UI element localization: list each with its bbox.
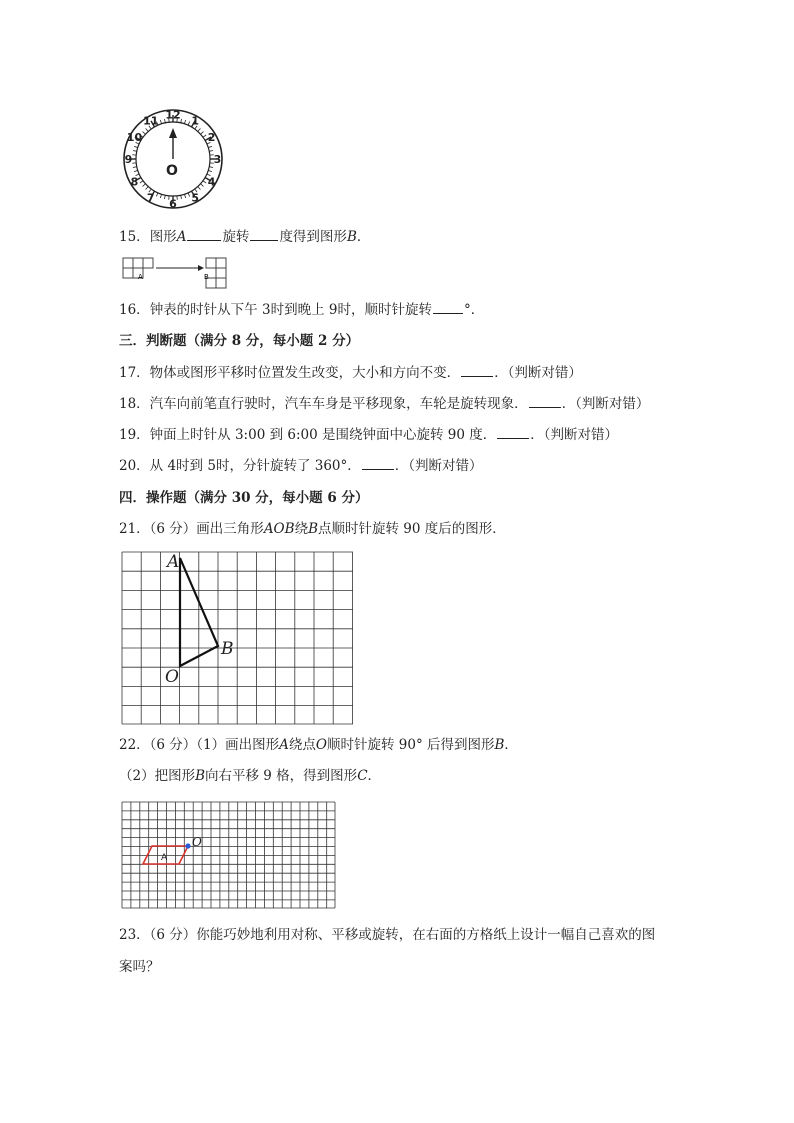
q20-blank[interactable]	[362, 456, 394, 470]
clock-minor-tick	[160, 120, 161, 124]
q21-label-o: O	[165, 667, 179, 687]
q15-blank-1[interactable]	[187, 227, 221, 241]
clock-minor-tick	[209, 167, 213, 168]
clock-number: 9	[124, 153, 133, 166]
clock-minor-tick	[146, 129, 149, 132]
clock-minor-tick	[208, 170, 212, 171]
clock-number: 11	[143, 114, 159, 128]
q21-text: 21．（6 分）画出三角形AOB绕B点顺时针旋转 90 度后的图形．	[119, 521, 506, 537]
q19-text: 19．钟面上时针从 3:00 到 6:00 是围绕钟面中心旋转 90 度． ．（判断对错）	[119, 427, 618, 443]
clock-minor-tick	[156, 193, 158, 197]
clock-minor-tick	[181, 119, 182, 123]
q21-label-a: A	[167, 552, 180, 572]
q21-grid-lines	[122, 552, 353, 724]
clock-minor-tick	[200, 132, 203, 135]
q16-text: 16．钟表的时针从下午 3时到晚上 9时，顺时针旋转 °．	[119, 302, 485, 318]
clock-minor-tick	[134, 146, 138, 147]
clock-hand-arrowhead	[169, 128, 177, 138]
q22-grid-figure	[122, 802, 336, 908]
q17-text: 17．物体或图形平移时位置发生改变，大小和方向不变． ．（判断对错）	[119, 365, 582, 381]
clock-minor-tick	[181, 195, 182, 199]
clock-minor-tick	[133, 167, 137, 168]
clock-number: 1	[191, 114, 200, 128]
q22-label-o: O	[192, 835, 202, 849]
clock-number: 8	[130, 175, 139, 189]
clock-number: 3	[213, 153, 222, 166]
clock-minor-tick	[164, 195, 165, 199]
clock-minor-tick	[160, 194, 161, 198]
q22-text-2: （2）把图形B向右平移 9 格，得到图形C．	[119, 768, 382, 784]
q15-figure	[120, 255, 230, 295]
q20-text: 20．从 4时到 5时，分针旋转了 360°． ．（判断对错）	[119, 458, 483, 474]
q16-blank[interactable]	[433, 300, 463, 314]
clock-number: 7	[146, 191, 155, 205]
clock-number: 10	[126, 130, 143, 144]
q22-grid-lines	[122, 802, 335, 908]
clock-number: 12	[165, 108, 181, 122]
q15-text: 15．图形A 旋转 度得到图形B．	[119, 229, 371, 245]
q23-text-1: 23．（6 分）你能巧妙地利用对称、平移或旋转，在右面的方格纸上设计一幅自己喜欢的图	[119, 927, 656, 943]
clock-minor-tick	[188, 193, 190, 197]
clock-number: 6	[169, 197, 177, 211]
q21-label-b: B	[221, 639, 234, 659]
q18-blank[interactable]	[529, 394, 561, 408]
clock-minor-tick	[143, 184, 146, 187]
clock-minor-tick	[188, 122, 190, 126]
clock-minor-tick	[133, 150, 137, 151]
q15-blank-2[interactable]	[250, 227, 278, 241]
clock-number: 2	[207, 130, 216, 144]
clock-figure	[122, 104, 226, 212]
clock-minor-tick	[208, 146, 212, 147]
clock-minor-tick	[146, 186, 149, 189]
q22-point-o	[185, 843, 190, 848]
section-3-title: 三．判断题（满分 8 分，每小题 2 分）	[119, 333, 360, 349]
clock-minor-tick	[203, 181, 206, 183]
q19-blank[interactable]	[497, 425, 529, 439]
q21-grid-figure	[122, 552, 355, 724]
section-4-title: 四．操作题（满分 30 分，每小题 6 分）	[119, 490, 369, 506]
q22-label-a: A	[161, 853, 168, 863]
q15-label-b: B	[204, 273, 209, 281]
clock-minor-tick	[184, 194, 185, 198]
clock-center-label: O	[166, 163, 178, 179]
clock-number: 4	[207, 175, 216, 189]
q22-text-1: 22．（6 分）（1）画出图形A绕点O顺时针旋转 90° 后得到图形B．	[119, 737, 518, 753]
q18-text: 18．汽车向前笔直行驶时，汽车车身是平移现象，车轮是旋转现象． ．（判断对错）	[119, 396, 650, 412]
q15-arrowhead	[198, 265, 204, 271]
clock-minor-tick	[198, 186, 201, 189]
q15-label-a: A	[138, 273, 143, 281]
clock-minor-tick	[198, 129, 201, 132]
clock-minor-tick	[200, 184, 203, 187]
clock-minor-tick	[209, 150, 213, 151]
clock-minor-tick	[184, 120, 185, 124]
clock-number: 5	[191, 191, 200, 205]
q17-blank[interactable]	[461, 363, 493, 377]
clock-minor-tick	[140, 181, 143, 183]
clock-minor-tick	[203, 135, 206, 137]
clock-minor-tick	[134, 170, 138, 171]
clock-minor-tick	[143, 132, 146, 135]
q23-text-2: 案吗？	[119, 959, 160, 975]
